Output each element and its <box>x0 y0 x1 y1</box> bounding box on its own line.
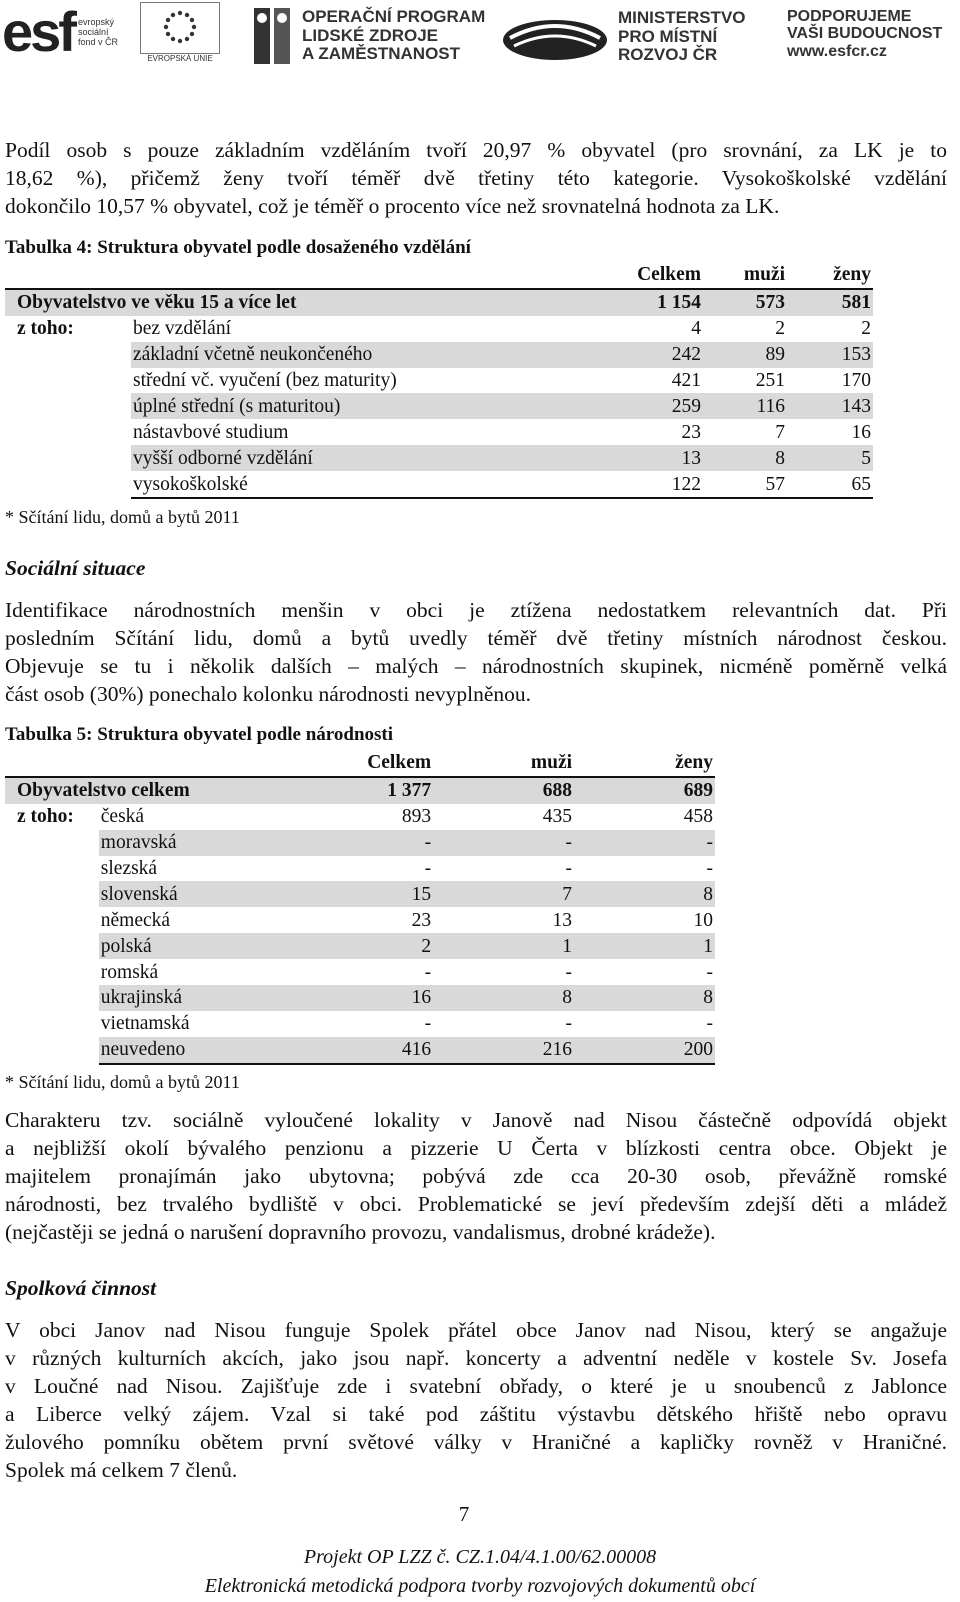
table4-caption: Tabulka 4: Struktura obyvatel podle dosaženého vzdělání <box>5 237 471 258</box>
op-logo: OPERAČNÍ PROGRAM LIDSKÉ ZDROJE A ZAMĚSTNANOST <box>250 6 485 66</box>
table-row: německá 23 13 10 <box>100 909 713 931</box>
col-header: muži <box>530 752 573 774</box>
esf-mark: esf <box>2 0 74 63</box>
table-total-row: Obyvatelstvo ve věku 15 a více let 1 154 573 581 <box>5 289 873 316</box>
table-header-row <box>5 750 715 777</box>
table-row: střední vč. vyučení (bez maturity) 421 251 170 <box>133 370 871 391</box>
table5-caption: Tabulka 5: Struktura obyvatel podle národnosti <box>5 724 394 745</box>
col-header: Celkem <box>367 752 432 774</box>
table-header-row <box>5 262 873 289</box>
support-logo: PODPORUJEME VAŠI BUDOUCNOST www.esfcr.cz <box>787 8 943 60</box>
table4-note: * Sčítání lidu, domů a bytů 2011 <box>5 507 240 527</box>
col-header: Celkem <box>637 264 701 286</box>
footer-project: Projekt OP LZZ č. CZ.1.04/4.1.00/62.00008 <box>303 1546 657 1568</box>
table-row: ukrajinská 16 8 8 <box>5 985 715 1011</box>
page-number: 7 <box>458 1502 470 1526</box>
table-row: základní včetně neukončeného 242 89 153 <box>5 342 873 368</box>
table-row: z toho: bez vzdělání 4 2 2 <box>17 318 871 340</box>
table-row: nástavbové studium 23 7 16 <box>133 421 871 443</box>
col-header: ženy <box>833 264 871 286</box>
education-table <box>5 262 873 499</box>
social-heading: Sociální situace <box>5 556 146 580</box>
table-row: slovenská 15 7 8 <box>5 881 715 907</box>
table-row: vyšší odborné vzdělání 13 8 5 <box>5 445 873 471</box>
table-row: neuvedeno 416 216 200 <box>5 1037 715 1064</box>
table-row: z toho: česká 893 435 458 <box>17 806 713 828</box>
footer-subtitle: Elektronická metodická podpora tvorby rozvojových dokumentů obcí <box>204 1575 756 1597</box>
eu-logo <box>140 2 220 63</box>
table-row: moravská - - - <box>5 830 715 856</box>
table-row: vysokoškolské 122 57 65 <box>5 471 873 498</box>
locality-paragraph: Charakteru tzv. sociálně vyloučené lokality v Janově nad Nisou částečně odpovídá objekt a nejbližší okolí bývalého penzionu a pizzerie U Čerta v blízkosti centra obce. Objekt je majitelem pronajímán jako ubytovna; pobývá zde cca 20-30 osob, převážně romské národnosti, bez trvalého bydliště v obci. Problematické se jeví především zdejší děti a mládež (nejčastěji se jedná o narušení dopravního provozu, vandalismus, drobné krádeže). <box>5 1108 947 1244</box>
table-row: slezská - - - <box>100 858 713 879</box>
mmr-emblem-icon <box>500 8 610 66</box>
intro-paragraph: Podíl osob s pouze základním vzděláním tvoří 20,97 % obyvatel (pro srovnání, za LK je to 18,62 %), přičemž ženy tvoří téměř dvě třetiny této kategorie. Vysokoškolské vzdělání dokončilo 10,57 % obyvatel, což je téměř o procento více než srovnatelná hodnota za LK. <box>5 138 947 218</box>
table5-note: * Sčítání lidu, domů a bytů 2011 <box>5 1072 240 1092</box>
nationality-table <box>5 750 715 1065</box>
col-header: ženy <box>675 752 713 774</box>
esf-logo <box>2 2 118 62</box>
eu-caption: EVROPSKÁ UNIE <box>147 54 213 63</box>
col-header: muži <box>743 264 785 286</box>
table-total-row: Obyvatelstvo celkem 1 377 688 689 <box>5 777 715 804</box>
club-heading: Spolková činnost <box>5 1276 157 1300</box>
eu-flag-icon <box>140 2 220 54</box>
table-row: úplné střední (s maturitou) 259 116 143 <box>5 393 873 419</box>
mmr-logo: MINISTERSTVO PRO MÍSTNÍ ROZVOJ ČR <box>500 8 746 66</box>
social-paragraph: Identifikace národnostních menšin v obci je ztížena nedostatkem relevantních dat. Při posledním Sčítání lidu, domů a bytů uvedly téměř dvě třetiny místních národnost českou. Objevuje se tu i několik dalších – malých – národnostních skupinek, nicméně poměrně velká část osob (30%) ponechalo kolonku národnosti nevyplněnou. <box>5 598 947 706</box>
club-paragraph: V obci Janov nad Nisou funguje Spolek přátel obce Janov nad Nisou, který se angažuje v různých kulturních akcích, jako jsou např. koncerty a adventní neděle v kostele Sv. Josefa v Loučné nad Nisou. Zajišťuje zde i svatební obřady, o které je u snoubenců z Jablonce a Liberce velký zájem. Vzal si také pod záštitu výstavbu dětského hřiště nebo opravu žulového pomníku obětem první světové války v Hraničné a kapličky rovněž v Hraničné. Spolek má celkem 7 členů. <box>5 1318 947 1482</box>
esf-small-text: evropský sociální fond v ČR <box>77 17 118 47</box>
table-row: vietnamská - - - <box>100 1013 713 1035</box>
table-row: romská - - - <box>100 961 713 983</box>
op-people-icon <box>250 6 294 66</box>
logo-header <box>0 0 960 78</box>
table-row: polská 2 1 1 <box>5 933 715 959</box>
